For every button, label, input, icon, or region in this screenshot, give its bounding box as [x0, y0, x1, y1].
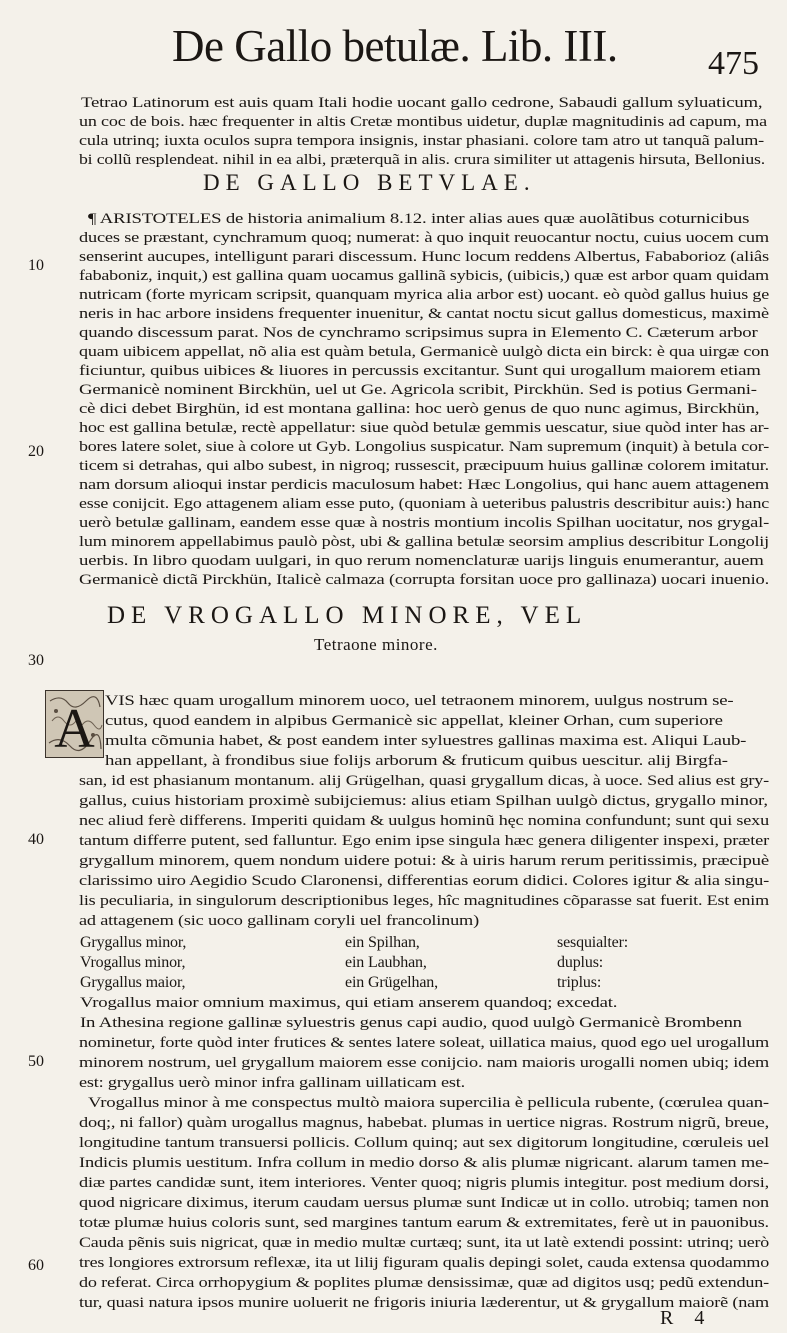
text-line: Vrogallus maior omnium maximus, qui etiam anserem quandoq; excedat.	[80, 995, 618, 1011]
line-number: 40	[28, 831, 44, 848]
text-line: nominetur, forte quòd inter frutices & sentes latere soleat, uillatica maius, quod ego uel urogallum	[79, 1035, 769, 1051]
text-line: san, id est phasianum montanum. alij Grügelhan, quasi grygallum dicas, à uoce. Sed alius est gry-	[79, 773, 770, 789]
line-number: 10	[28, 257, 44, 274]
text-line: nam dorsum alioqui instar perdicis maculosum habet: Hæc Longolius, qui hanc auem attagenem	[79, 477, 770, 493]
text-line: grygallum minorem, quem nondum uidere potui: & à uiris harum rerum peritissimis, præcipuè	[79, 853, 769, 869]
initial-ornament-icon	[46, 691, 103, 757]
text-line: Indicis plumis uestitum. Infra collum in medio dorso & alis plumæ nigricant. alarum tamen me-	[79, 1155, 769, 1171]
text-line: fababoniz, inquit,) est gallina quam uocamus gallinã sybicis, (uibicis,) quæ est arbor quam quidam	[79, 268, 769, 284]
text-line: lis peculiaria, in singulorum descriptionibus leges, hîc magnitudines cõparasse sat fuerit. Est enim	[79, 893, 769, 909]
text-line: tantum differre putent, sed falluntur. Ego enim ipse singula hæc genera diligenter inspexi, præter	[79, 833, 769, 849]
text-line: Cauda pẽnis suis nigricat, quæ in medio multæ curtæq; sunt, ita ut latè extendi possint: utrinq; uerò	[79, 1235, 769, 1251]
line-number: 60	[28, 1257, 44, 1274]
text-line: hoc est gallina betulæ, rectè appellatur: siue quòd betulæ gemmis uescatur, siue quòd inter has ar-	[79, 420, 770, 436]
text-line: ¶ ARISTOTELES de historia animalium 8.12. inter alias aues quæ auolãtibus coturnicibus	[88, 211, 750, 227]
running-title: De Gallo betulæ. Lib. III.	[172, 21, 618, 71]
text-line: ficiuntur, quibus uibices & liuores in percussis excitantur. Sunt qui urogallum maiorem etiam	[79, 363, 761, 379]
line-number: 20	[28, 443, 44, 460]
table-cell-german: ein Laubhan,	[345, 954, 427, 971]
table-cell-latin: Vrogallus minor,	[80, 954, 186, 971]
text-line: bi collũ resplendeat. nihil in ea albi, præterquã in alis. crura similiter ut attagenis hirsuta, Bellonius.	[79, 152, 766, 168]
line-number: 30	[28, 652, 44, 669]
text-line: do referat. Circa orrhopygium & poplites plumæ densissimæ, quæ ad digitos usq; pedũ extendun-	[79, 1275, 769, 1291]
table-cell-german: ein Grügelhan,	[345, 974, 438, 991]
text-line: lum minorem appellabimus paulò pòst, ubi & gallina betulæ seorsim amplius describitur Longolij	[79, 534, 769, 550]
text-line: nutricam (forte myricam scripsit, quanquam myrica alia arbor est) uocant. eò quòd gallus huius ge	[79, 287, 770, 303]
text-line: ticem si detrahas, qui albo subest, in nigroq; russescit, præcipuum huius gallinæ colorem imitatur.	[79, 458, 769, 474]
table-cell-german: ein Spilhan,	[345, 934, 420, 951]
text-line: tres longiores extrorsum reflexæ, ita ut lilij figuram qualis depingi solet, cauda extensa quodammo	[79, 1255, 770, 1271]
signature-mark: R 4	[660, 1307, 713, 1329]
section-heading-betulae: DE GALLO BETVLAE.	[203, 170, 536, 195]
text-line: Tetrao Latinorum est auis quam Itali hodie uocant gallo cedrone, Sabaudi gallum syluaticum,	[81, 95, 763, 111]
text-line: neris in hac arbore insidens frequenter inuenitur, & cantat noctu sicut gallus domesticus, maximè	[79, 306, 769, 322]
text-line: esse conijcit. Ego attagenem aliam esse puto, (quoniam à ueteribus palustris describitur auis:) hanc	[79, 496, 770, 512]
text-line: Vrogallus minor à me conspectus multò maiora supercilia è pellicula rubente, (cœrulea quan-	[88, 1095, 770, 1111]
text-line: duces se præstant, cynchramum quoq; numerat: à quo inquit reuocantur noctu, cuius uocem cum	[79, 230, 769, 246]
text-line: senserint aucupes, intelligunt parari discessum. Hunc locum reddens Albertus, Fababorioz (aliâs	[79, 249, 770, 265]
text-line: bores latere solet, siue à colore ut Gyb. Longolius suspicatur. Nam supremum (inquit) à betula cor-	[79, 439, 770, 455]
text-line: est: grygallus uerò minor infra gallinam uillaticam est.	[79, 1075, 465, 1091]
text-line: tur, quasi natura ipsos munire uoluerit ne frigoris iniuria læderentur, ut & grygallum maiorẽ (nam	[79, 1295, 769, 1311]
text-line: longitudine tantum transuersi pollicis. Collum quinq; aut sex digitorum longitudine, cœruleis uel	[79, 1135, 769, 1151]
table-cell-latin: Grygallus maior,	[80, 974, 186, 991]
text-line: cè dici debet Birghün, id est montana gallina: hoc uerò genus de quo nunc agimus, Birckhün,	[79, 401, 760, 417]
text-line: nec aliud ferè differens. Imperiti quidam & uulgus hominũ hęc nomina confundunt; sunt qui sexu	[79, 813, 769, 829]
text-line: In Athesina regione gallinæ syluestris genus capi audio, quod uulgò Germanicè Brombenn	[80, 1015, 742, 1031]
section-subheading-minore: Tetraone minore.	[314, 635, 438, 654]
text-line: diæ partes candidæ sunt, item interiores. Venter quoq; nigris plumis integitur. post medium dorsi,	[79, 1175, 770, 1191]
text-line: VIS hæc quam urogallum minorem uoco, uel tetraonem minorem, uulgus nostrum se-	[105, 693, 734, 709]
initial-letter: A	[54, 698, 95, 757]
decorated-initial	[45, 690, 104, 758]
text-line: cutus, quod eandem in alpibus Germanicè sic appellat, kleiner Orhan, cum superiore	[105, 713, 723, 729]
text-line: quam uibicem appellat, nõ alia est quàm betula, Germanicè uulgò dicta ein birck: è qua uirgæ con	[79, 344, 770, 360]
text-line: un coc de bois. hæc frequenter in altis Cretæ montibus uidetur, duplæ magnitudinis ad capum, ma	[79, 114, 768, 130]
page-header	[0, 8, 787, 82]
text-line: gallus, cuius historiam proximè subijciemus: alius etiam Spilhan uulgò dictus, grygallo minor,	[79, 793, 768, 809]
text-line: Germanicè dictã Pirckhün, Italicè calmaza (corrupta forsitan uoce pro gallinaza) uocari inuenio.	[79, 572, 770, 588]
text-line: quando discessum parat. Nos de cynchramo scripsimus supra in Elemento C. Cæterum arbor	[79, 325, 758, 341]
text-line: totæ plumæ huius coloris sunt, sed margines tantum earum & extremitates, ferè ut in pauonibus.	[79, 1215, 769, 1231]
table-cell-ratio: triplus:	[557, 974, 602, 991]
text-line: han appellant, à frondibus siue folijs arborum & fruticum quibus uescitur. alij Birgfa-	[105, 753, 728, 769]
text-line: cula utrinq; iuxta oculos supra tempora insignis, instar phasiani. colore tam atro ut tanquã palum-	[79, 133, 765, 149]
table-cell-ratio: duplus:	[557, 954, 604, 971]
table-cell-ratio: sesquialter:	[557, 934, 629, 951]
text-line: quod nigricare diximus, iterum caudam uersus plumæ sunt Indicæ ut in collo. utrobiq; tamen non	[79, 1195, 769, 1211]
text-line: uerò betulæ gallinam, eandem esse quæ à nostris montium incolis Spilhan uocitatur, nos grygal-	[79, 515, 770, 531]
section-heading-minore: DE VROGALLO MINORE, VEL	[107, 602, 588, 629]
page-number: 475	[708, 45, 759, 82]
text-line: doq;, ni fallor) quàm urogallus magnus, habebat. plumas in uertice nigras. Rostrum nigrũ, breue,	[79, 1115, 770, 1131]
text-line: Germanicè nominent Birckhün, uel ut Ge. Agricola scribit, Pirckhün. Sed is potius Germani-	[79, 382, 757, 398]
text-line: ad attagenem (sic uoco gallinam coryli uel francolinum)	[79, 913, 479, 929]
text-line: clarissimo uiro Aegidio Scudo Claronensi, differentias eorum didici. Colores igitur & alia singu-	[79, 873, 770, 889]
text-line: multa cõmunia habet, & post eandem inter syluestres gallinas maxima est. Aliqui Laub-	[105, 733, 747, 749]
text-line: minorem nostrum, uel grygallum maiorem esse conijcio. nam maioris urogalli nomen ubiq; idem	[79, 1055, 770, 1071]
table-cell-latin: Grygallus minor,	[80, 934, 187, 951]
text-line: uerbis. In libro quodam uulgari, in quo rerum nomenclaturæ uarijs linguis enumerantur, auem	[79, 553, 764, 569]
line-number: 50	[28, 1053, 44, 1070]
